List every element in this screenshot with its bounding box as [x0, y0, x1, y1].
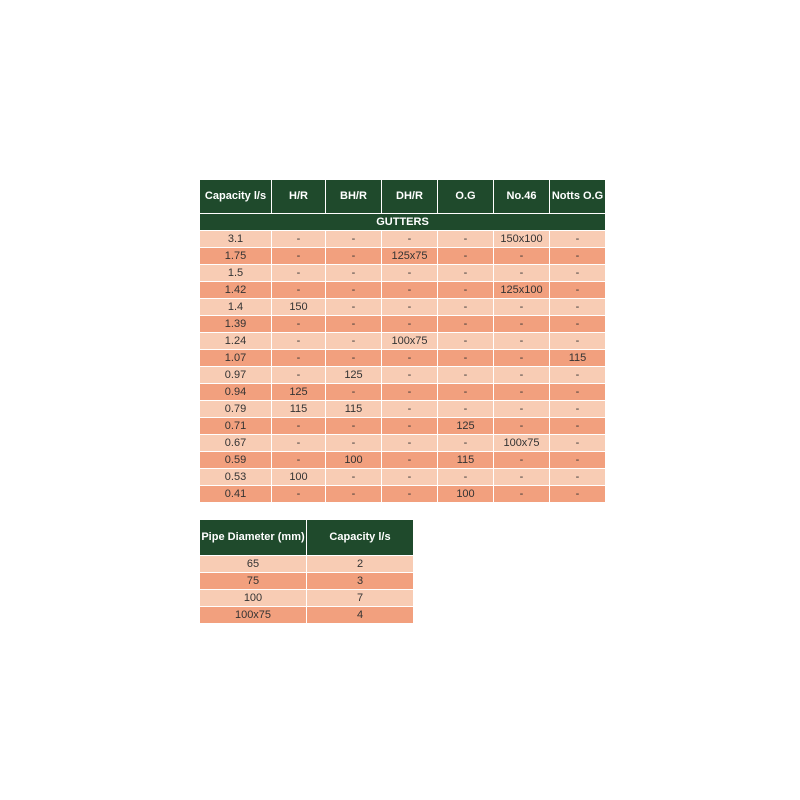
table-cell: 125 [326, 367, 382, 384]
table-cell: - [550, 401, 606, 418]
table-row [200, 282, 606, 299]
table-cell: 100 [438, 486, 494, 503]
table-cell: - [272, 452, 326, 469]
table-cell: 1.07 [200, 350, 272, 367]
column-header-pipe-capacity: Capacity l/s [307, 520, 414, 556]
gutters-section-row [200, 214, 606, 231]
table-cell: - [272, 418, 326, 435]
table-cell: - [382, 265, 438, 282]
table-cell: - [494, 350, 550, 367]
table-cell: - [326, 265, 382, 282]
table-cell: - [494, 299, 550, 316]
table-cell: - [272, 231, 326, 248]
table-cell: 115 [272, 401, 326, 418]
table-row [200, 573, 414, 590]
table-cell: - [550, 367, 606, 384]
table-cell: 1.24 [200, 333, 272, 350]
table-row [200, 248, 606, 265]
table-cell: - [272, 333, 326, 350]
table-cell: - [326, 248, 382, 265]
table-row [200, 401, 606, 418]
table-row [200, 418, 606, 435]
table-cell: 150 [272, 299, 326, 316]
table-cell: - [494, 418, 550, 435]
table-cell: - [382, 316, 438, 333]
pipe-capacity-table [199, 519, 414, 624]
table-cell: - [272, 486, 326, 503]
table-cell: - [438, 367, 494, 384]
table-cell: 100 [200, 590, 307, 607]
table-cell: - [494, 486, 550, 503]
table-cell: 2 [307, 556, 414, 573]
table-cell: - [550, 435, 606, 452]
gutters-header-row [200, 180, 606, 214]
table-cell: - [494, 401, 550, 418]
gutters-section-label: GUTTERS [200, 214, 606, 231]
table-cell: - [494, 469, 550, 486]
table-cell: 100 [272, 469, 326, 486]
table-cell: 0.79 [200, 401, 272, 418]
table-cell: - [550, 418, 606, 435]
table-cell: 115 [550, 350, 606, 367]
table-cell: - [438, 265, 494, 282]
table-cell: 0.67 [200, 435, 272, 452]
table-cell: - [272, 350, 326, 367]
table-cell: - [382, 299, 438, 316]
table-row [200, 316, 606, 333]
table-row [200, 333, 606, 350]
table-cell: - [272, 435, 326, 452]
column-header-no46: No.46 [494, 180, 550, 214]
table-cell: 1.5 [200, 265, 272, 282]
table-cell: - [550, 231, 606, 248]
table-cell: - [382, 435, 438, 452]
column-header-bhr: BH/R [326, 180, 382, 214]
table-cell: 0.97 [200, 367, 272, 384]
column-header-og: O.G [438, 180, 494, 214]
table-cell: 125x75 [382, 248, 438, 265]
table-cell: - [272, 248, 326, 265]
table-cell: 4 [307, 607, 414, 624]
table-cell: - [438, 299, 494, 316]
table-cell: - [326, 299, 382, 316]
pipe-header-row [200, 520, 414, 556]
table-cell: - [550, 384, 606, 401]
table-cell: 0.94 [200, 384, 272, 401]
table-cell: 115 [326, 401, 382, 418]
table-cell: - [438, 333, 494, 350]
table-cell: 125 [272, 384, 326, 401]
table-cell: - [550, 469, 606, 486]
table-cell: - [438, 316, 494, 333]
table-cell: - [550, 486, 606, 503]
gutters-capacity-table [199, 179, 606, 503]
table-cell: 65 [200, 556, 307, 573]
table-cell: - [494, 367, 550, 384]
table-cell: 7 [307, 590, 414, 607]
table-cell: - [438, 469, 494, 486]
table-cell: - [438, 248, 494, 265]
table-cell: 0.59 [200, 452, 272, 469]
table-cell: - [382, 452, 438, 469]
table-cell: 1.4 [200, 299, 272, 316]
table-cell: - [382, 282, 438, 299]
column-header-pipe-diameter: Pipe Diameter (mm) [200, 520, 307, 556]
table-cell: - [382, 486, 438, 503]
table-row [200, 265, 606, 282]
table-row [200, 607, 414, 624]
table-cell: - [272, 367, 326, 384]
table-cell: - [494, 248, 550, 265]
table-cell: 0.71 [200, 418, 272, 435]
table-cell: 1.39 [200, 316, 272, 333]
table-cell: 100x75 [494, 435, 550, 452]
table-cell: - [272, 282, 326, 299]
table-cell: - [326, 469, 382, 486]
table-cell: - [326, 384, 382, 401]
table-cell: - [494, 265, 550, 282]
table-row [200, 231, 606, 248]
table-row [200, 469, 606, 486]
table-cell: 100x75 [382, 333, 438, 350]
table-cell: - [494, 316, 550, 333]
table-cell: - [326, 316, 382, 333]
table-cell: 3.1 [200, 231, 272, 248]
table-cell: - [382, 350, 438, 367]
table-cell: - [494, 384, 550, 401]
table-cell: 100x75 [200, 607, 307, 624]
table-cell: - [550, 282, 606, 299]
table-cell: - [494, 333, 550, 350]
table-cell: - [326, 435, 382, 452]
table-row [200, 350, 606, 367]
table-cell: - [382, 367, 438, 384]
table-cell: 75 [200, 573, 307, 590]
table-cell: - [438, 384, 494, 401]
table-cell: - [438, 435, 494, 452]
table-cell: - [550, 265, 606, 282]
table-row [200, 590, 414, 607]
table-cell: 125x100 [494, 282, 550, 299]
column-header-notts-og: Notts O.G [550, 180, 606, 214]
table-cell: 150x100 [494, 231, 550, 248]
table-row [200, 435, 606, 452]
table-row [200, 367, 606, 384]
table-cell: - [438, 350, 494, 367]
table-cell: 100 [326, 452, 382, 469]
table-cell: - [550, 333, 606, 350]
table-cell: - [326, 333, 382, 350]
table-cell: - [326, 350, 382, 367]
table-cell: - [438, 282, 494, 299]
table-cell: - [550, 452, 606, 469]
table-cell: 0.53 [200, 469, 272, 486]
table-cell: - [382, 231, 438, 248]
table-cell: - [438, 401, 494, 418]
table-cell: - [494, 452, 550, 469]
table-cell: - [272, 316, 326, 333]
table-cell: - [382, 401, 438, 418]
table-cell: - [550, 299, 606, 316]
table-cell: - [550, 316, 606, 333]
column-header-dhr: DH/R [382, 180, 438, 214]
table-row [200, 384, 606, 401]
table-cell: - [382, 418, 438, 435]
table-cell: - [326, 418, 382, 435]
table-cell: - [382, 384, 438, 401]
table-cell: - [550, 248, 606, 265]
table-cell: 115 [438, 452, 494, 469]
table-cell: 0.41 [200, 486, 272, 503]
table-cell: 3 [307, 573, 414, 590]
table-cell: 1.75 [200, 248, 272, 265]
table-cell: - [326, 231, 382, 248]
table-row [200, 556, 414, 573]
table-cell: - [326, 486, 382, 503]
table-cell: 1.42 [200, 282, 272, 299]
table-row [200, 452, 606, 469]
column-header-hr: H/R [272, 180, 326, 214]
column-header-capacity: Capacity l/s [200, 180, 272, 214]
table-cell: 125 [438, 418, 494, 435]
table-cell: - [326, 282, 382, 299]
table-cell: - [382, 469, 438, 486]
table-row [200, 486, 606, 503]
table-cell: - [438, 231, 494, 248]
table-cell: - [272, 265, 326, 282]
table-row [200, 299, 606, 316]
